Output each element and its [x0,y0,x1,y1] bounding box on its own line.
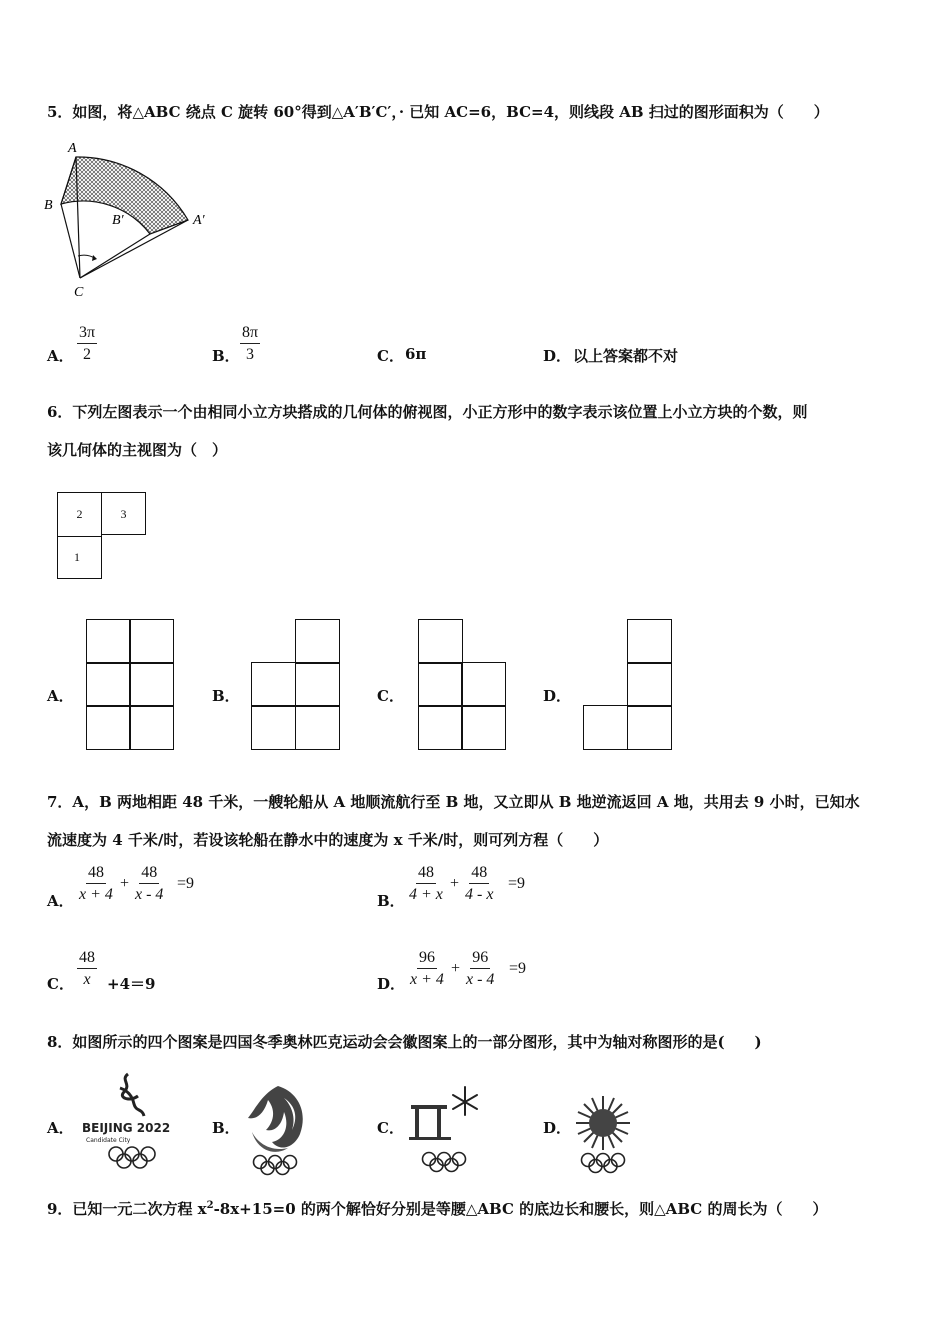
q7-option-d-label: D． [377,975,406,993]
numerator: 96 [417,949,437,969]
label-C: C [74,285,84,300]
view-cell [295,705,340,750]
view-cell [627,705,672,750]
q7-option-a-frac2 [133,864,165,904]
q5-option-c-text: 6π [405,345,427,363]
top-view-cell: 3 [101,492,146,535]
logo-a-text: BEIJING 2022 [82,1121,171,1135]
view-cell [295,619,340,664]
denominator: x [83,971,91,988]
q5-option-a-label: A． [47,347,74,365]
view-cell [129,619,174,664]
q7-option-a-label: A． [47,892,74,910]
q5-option-b-fraction [240,324,260,364]
denominator: 4 + x [409,886,443,903]
view-cell [461,662,506,707]
numerator: 48 [77,949,97,969]
numerator: 48 [86,864,106,884]
view-cell [251,705,296,750]
numerator: 8π [240,324,260,344]
view-cell [627,662,672,707]
q8-stem: 8．如图所示的四个图案是四国冬季奥林匹克运动会会徽图案上的一部分图形，其中为轴对称图形的是( ) [47,1033,762,1051]
q9-stem-pre: 9．已知一元二次方程 x [47,1200,207,1218]
plus-sign: + [450,875,460,892]
view-cell [418,705,463,750]
logo-a-sub: Candidate City [86,1137,131,1144]
q6-stem-line1: 6．下列左图表示一个由相同小立方块搭成的几何体的俯视图，小正方形中的数字表示该位置上小立方块的个数，则 [47,403,808,421]
q5-option-b-label: B． [212,347,240,365]
denominator: x - 4 [135,886,164,903]
q6-option-a-label: A． [47,687,74,705]
view-cell [129,662,174,707]
numerator: 3π [77,324,97,344]
q9-stem-sup: 2 [206,1200,214,1211]
numerator: 48 [416,864,436,884]
q5-option-c-label: C． [377,347,404,365]
q7-option-c-label: C． [47,975,74,993]
top-view-cell: 1 [57,536,102,579]
equation-rest: +4＝9 [107,975,156,993]
q7-option-b-frac2 [463,864,495,904]
q5-stem: 5．如图，将△ABC 绕点 C 旋转 60°得到△A′B′C′，· 已知 AC=6，BC=4，则线段 AB 扫过的图形面积为（ ） [47,103,829,121]
q7-stem-line1: 7．A，B 两地相距 48 千米，一艘轮船从 A 地顺流航行至 B 地，又立即从 B 地逆流返回 A 地，共用去 9 小时，已知水 [47,793,860,811]
label-A-prime: A′ [193,213,205,228]
q8-option-d-label: D． [543,1119,572,1137]
q7-option-d-frac1 [408,949,446,989]
denominator: 3 [246,346,255,363]
olympic-emblem-b [238,1082,318,1176]
q5-figure [40,138,220,303]
view-cell [86,662,131,707]
q6-option-c-label: C． [377,687,404,705]
q6-stem-line2: 该几何体的主视图为（ ） [47,441,228,459]
q5-option-d-label: D． [543,347,572,365]
q7-stem-line2: 流速度为 4 千米/时，若设该轮船在静水中的速度为 x 千米/时，则可列方程（ ） [47,831,609,849]
denominator: x - 4 [466,971,495,988]
q7-option-d-frac2 [464,949,496,989]
numerator: 48 [469,864,489,884]
q6-option-b-label: B． [212,687,240,705]
top-view-cell: 2 [57,492,102,537]
q6-option-d-label: D． [543,687,572,705]
olympic-emblem-c [405,1083,489,1177]
equation-rhs: =9 [508,875,526,892]
denominator: x + 4 [410,971,444,988]
numerator: 96 [470,949,490,969]
q9-stem-post: -8x+15=0 的两个解恰好分别是等腰△ABC 的底边长和腰长，则△ABC 的周长为（ ） [213,1200,828,1218]
label-B: B [44,198,53,213]
q8-option-b-label: B． [212,1119,240,1137]
plus-sign: + [451,960,461,977]
q8-option-c-label: C． [377,1119,404,1137]
view-cell [583,705,628,750]
plus-sign: + [120,875,130,892]
view-cell [461,705,506,750]
q8-option-a-label: A． [47,1119,74,1137]
view-cell [295,662,340,707]
view-cell [86,705,131,750]
equation-rhs: =9 [177,875,195,892]
view-cell [251,662,296,707]
label-B-prime: B′ [112,213,124,228]
q7-option-b-label: B． [377,892,405,910]
view-cell [418,662,463,707]
view-cell [418,619,463,664]
beijing-2022-logo [80,1068,190,1174]
equation-rhs: =9 [509,960,527,977]
q5-option-d-text: 以上答案都不对 [573,347,679,365]
q5-option-a-fraction [77,324,97,364]
q7-option-b-frac1 [407,864,445,904]
denominator: 2 [83,346,92,363]
view-cell [129,705,174,750]
denominator: 4 - x [465,886,494,903]
q9-stem [47,1190,827,1228]
view-cell [86,619,131,664]
numerator: 48 [139,864,159,884]
q7-option-a-frac1 [77,864,115,904]
view-cell [627,619,672,664]
q7-option-c-frac [77,949,97,989]
label-A: A [68,141,77,156]
olympic-emblem-d [570,1094,640,1176]
denominator: x + 4 [79,886,113,903]
